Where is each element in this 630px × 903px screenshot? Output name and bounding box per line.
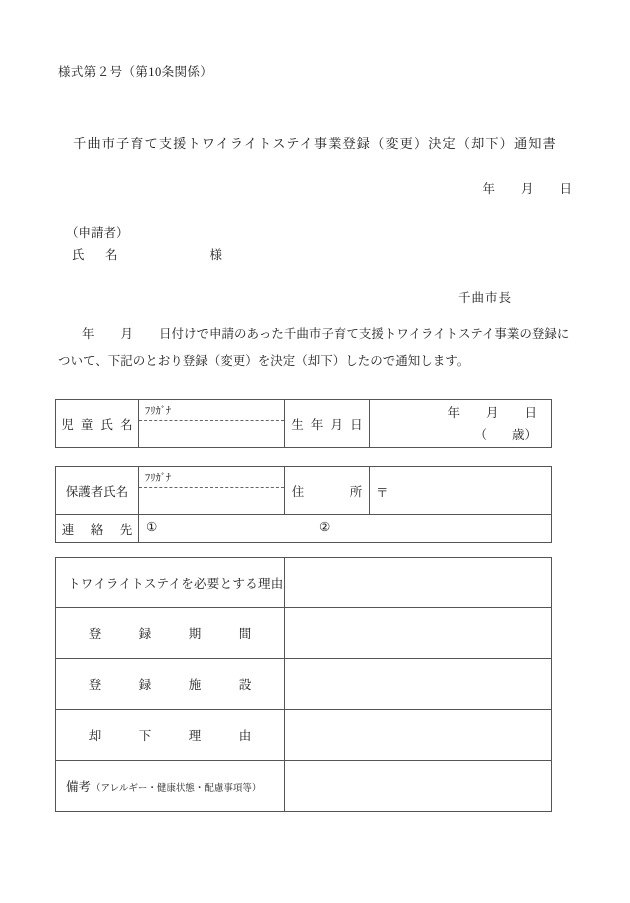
- issue-date-year: 年: [482, 182, 495, 196]
- postal-mark-icon: 〒: [376, 485, 389, 500]
- details-table: [55, 557, 552, 812]
- body-month: 月: [120, 327, 134, 341]
- body-year: 年: [82, 327, 95, 341]
- registration-facility-label: 登 録 施 設: [56, 659, 285, 710]
- table-row: [56, 710, 552, 761]
- form-number: 様式第２号（第10条関係）: [58, 65, 214, 79]
- table-row: [56, 400, 552, 448]
- child-birth-day: 日: [524, 405, 537, 420]
- contact-marker-2: ②: [319, 519, 331, 534]
- guardian-name-label: 保護者氏名: [56, 467, 139, 515]
- contact-marker-1: ①: [146, 519, 158, 534]
- table-row: [56, 558, 552, 608]
- reason-value[interactable]: [285, 558, 552, 608]
- remarks-value[interactable]: [285, 761, 552, 812]
- issue-date-line: [0, 179, 572, 197]
- page-title: 千曲市子育て支援トワイライトステイ事業登録（変更）決定（却下）通知書: [73, 136, 557, 151]
- child-info-table: [55, 399, 552, 448]
- guardian-address-value[interactable]: [370, 467, 552, 515]
- rejection-reason-value[interactable]: [285, 710, 552, 761]
- body-line2-text: ついて、下記のとおり登録（変更）を決定（却下）したので通知します。: [58, 354, 470, 368]
- registration-period-label: 登 録 期 間: [56, 608, 285, 659]
- child-age-value: （ 歳）: [474, 427, 537, 442]
- table-row: [56, 608, 552, 659]
- body-line1-text: 日付けで申請のあった千曲市子育て支援トワイライトステイ事業の登録に: [159, 327, 570, 341]
- body-paragraph: [58, 321, 572, 375]
- guardian-name-field[interactable]: [139, 467, 285, 515]
- applicant-heading: （申請者）: [66, 226, 129, 240]
- remarks-label-main: 備考: [66, 780, 92, 794]
- guardian-contact-label: 連 絡 先: [56, 515, 139, 543]
- issue-date-month: 月: [520, 182, 534, 196]
- guardian-contact-value[interactable]: [139, 515, 552, 543]
- child-furigana-label: ﾌﾘｶﾞﾅ: [139, 401, 284, 421]
- table-row: [56, 761, 552, 812]
- applicant-honorific: 様: [209, 248, 223, 262]
- table-row: [56, 515, 552, 543]
- registration-period-value[interactable]: [285, 608, 552, 659]
- table-row: [56, 467, 552, 515]
- child-name-field[interactable]: [139, 400, 285, 448]
- child-name-label: 児 童 氏 名: [56, 400, 139, 448]
- guardian-furigana-label: ﾌﾘｶﾞﾅ: [139, 468, 284, 488]
- issuer-name: 千曲市長: [457, 291, 512, 305]
- child-birthdate-label: 生 年 月 日: [285, 400, 370, 448]
- remarks-label-sub: （アレルギー・健康状態・配慮事項等）: [91, 784, 262, 794]
- guardian-info-table: [55, 466, 552, 543]
- child-birth-month: 月: [485, 405, 499, 420]
- child-birthdate-value[interactable]: [370, 400, 552, 448]
- issue-date-day: 日: [559, 182, 572, 196]
- guardian-address-label: 住 所: [285, 467, 370, 515]
- guardian-name-value[interactable]: [139, 488, 284, 514]
- child-name-value[interactable]: [139, 421, 284, 447]
- remarks-label: [56, 761, 285, 812]
- rejection-reason-label: 却 下 理 由: [56, 710, 285, 761]
- applicant-name-label: 氏 名: [72, 248, 122, 262]
- reason-label: トワイライトステイを必要とする理由: [56, 558, 285, 608]
- registration-facility-value[interactable]: [285, 659, 552, 710]
- child-birth-year: 年: [447, 405, 460, 420]
- applicant-name-row: [72, 245, 222, 263]
- table-row: [56, 659, 552, 710]
